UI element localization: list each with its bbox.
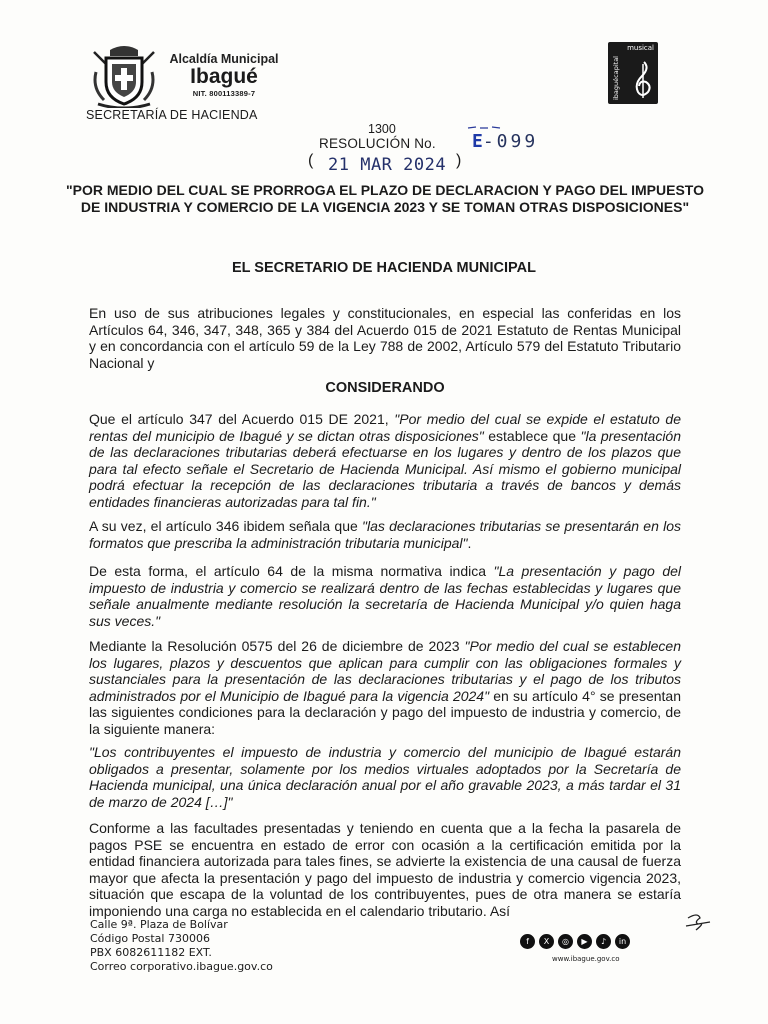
p1-quote-a: "Por medio del cual se expide el estatuto de rentas del municipio de Ibagué y se dictan otras disposiciones"	[89, 411, 681, 444]
footer-address: Calle 9ª. Plaza de Bolívar	[90, 918, 228, 931]
linkedin-icon[interactable]: in	[615, 934, 630, 949]
facebook-icon[interactable]: f	[520, 934, 535, 949]
musical-badge-top: musical	[627, 44, 654, 52]
department-label: SECRETARÍA DE HACIENDA	[86, 108, 258, 122]
musical-badge-side: ibaguécapital	[612, 56, 620, 100]
date-close-paren: )	[456, 152, 462, 169]
p2-text-b: .	[467, 534, 472, 551]
resolution-stamp-letter: E	[472, 131, 483, 152]
musical-capital-logo	[608, 42, 658, 104]
treble-clef-icon	[630, 60, 654, 100]
p1-text-b: establece que	[483, 427, 581, 444]
paragraph-3	[89, 563, 681, 629]
footer-website[interactable]: www.ibague.gov.co	[552, 955, 620, 963]
tiktok-icon[interactable]: ♪	[596, 934, 611, 949]
coat-of-arms-icon	[88, 42, 160, 108]
footer-contact	[90, 918, 273, 974]
youtube-icon[interactable]: ▶	[577, 934, 592, 949]
x-icon[interactable]: X	[539, 934, 554, 949]
intro-paragraph: En uso de sus atribuciones legales y constitucionales, en especial las conferidas en los Artículos 64, 346, 347, 348, 365 y 384 del Acuerdo 015 de 2021 Estatuto de Rentas Municipal y en concordancia con el artículo 59 de la Ley 788 de 2002, Artículo 579 del Estatuto Tributario Nacional y	[89, 305, 681, 371]
paragraph-6: Conforme a las facultades presentadas y teniendo en cuenta que a la fecha la pasarela de pagos PSE se encuentra en estado de error con ocasión a la certificación emitida por la entidad financiera autorizada para tales fines, se advierte la existencia de una causal de fuerza mayor que afecta la presentación y pago del impuesto de industria y comercio vigencia 2023, situación que escapa de la voluntad de los contribuyentes, pues de otra manera se estaría imponiendo una carga no establecida en el calendario tributario. Así	[89, 820, 681, 919]
brand-nit: NIT. 800113389-7	[192, 89, 256, 98]
resolution-prefix: 1300	[368, 122, 396, 136]
paragraph-4	[89, 638, 681, 737]
resolution-number	[472, 131, 538, 152]
footer-postal: Código Postal 730006	[90, 932, 210, 945]
p4-text-b: en su artículo 4° se presentan las siguientes condiciones para la declaración y pago del impuesto de industria y comercio, de la siguiente manera:	[89, 687, 682, 737]
p2-quote: "las declaraciones tributarias se presentarán en los formatos que prescriba la administración tributaria municipal"	[89, 518, 681, 551]
p3-text: De esta forma, el artículo 64 de la misma normativa indica	[89, 563, 494, 579]
resolution-label: RESOLUCIÓN No.	[319, 136, 436, 151]
brand-block	[162, 52, 286, 98]
document-subtitle: EL SECRETARIO DE HACIENDA MUNICIPAL	[232, 260, 536, 276]
p1-text-a: Que el artículo 347 del Acuerdo 015 DE 2021,	[89, 411, 395, 427]
brand-city: Ibagué	[190, 65, 258, 88]
document-title: "POR MEDIO DEL CUAL SE PRORROGA EL PLAZO DE DECLARACION Y PAGO DEL IMPUESTO DE INDUSTRIA Y COMERCIO DE LA VIGENCIA 2023 Y SE TOMAN OTRAS DISPOSICIONES"	[65, 182, 704, 215]
paragraph-1	[89, 411, 681, 510]
paragraph-2	[89, 518, 681, 551]
date-open-paren: (	[308, 152, 314, 169]
paragraph-5	[89, 744, 681, 810]
section-heading: CONSIDERANDO	[325, 380, 445, 396]
p1-quote-b: "la presentación de las declaraciones tributarias deberá efectuarse en los lugares y dentro de los plazos que para tal efecto señale el Secretario de Hacienda Municipal. Así mismo el gobierno municipal podrá efectuar la recepción de las declaraciones tributaria a través de bancos y demás entidades financieras autorizadas para tal fin."	[89, 427, 681, 510]
footer-email: Correo corporativo.ibague.gov.co	[90, 960, 273, 973]
instagram-icon[interactable]: ◎	[558, 934, 573, 949]
p3-quote: "La presentación y pago del impuesto de industria y comercio se realizará dentro de las fechas establecidas y lugares que señale anualmente mediante resolución la secretaría de Hacienda Municipal y/o quien haga sus veces."	[89, 563, 682, 629]
p4-quote: "Por medio del cual se establecen los lugares, plazos y descuentos que aplican para cumplir con las obligaciones formales y sustanciales para la presentación de las declaraciones tributarias y el pago de los tributos administrados por el Municipio de Ibagué para la vigencia 2024"	[89, 638, 682, 704]
brand-title: Alcaldía Municipal	[169, 52, 279, 66]
p5-quote: "Los contribuyentes el impuesto de industria y comercio del municipio de Ibagué estarán obligados a presentar, solamente por los medios virtuales adoptados por la Secretaría de Hacienda municipal, una única declaración anual por el año gravable 2023, a más tardar el 31 de marzo de 2024 […]"	[89, 744, 681, 810]
resolution-digits: -099	[482, 131, 539, 152]
handwritten-initials-icon	[684, 912, 712, 934]
footer-phone: PBX 6082611182 EXT.	[90, 946, 212, 959]
social-icons	[520, 934, 630, 949]
p2-text-a: A su vez, el artículo 346 ibidem señala que	[89, 518, 362, 534]
resolution-date-stamp: 21 MAR 2024	[328, 155, 447, 175]
p4-text-a: Mediante la Resolución 0575 del 26 de diciembre de 2023	[89, 638, 465, 654]
